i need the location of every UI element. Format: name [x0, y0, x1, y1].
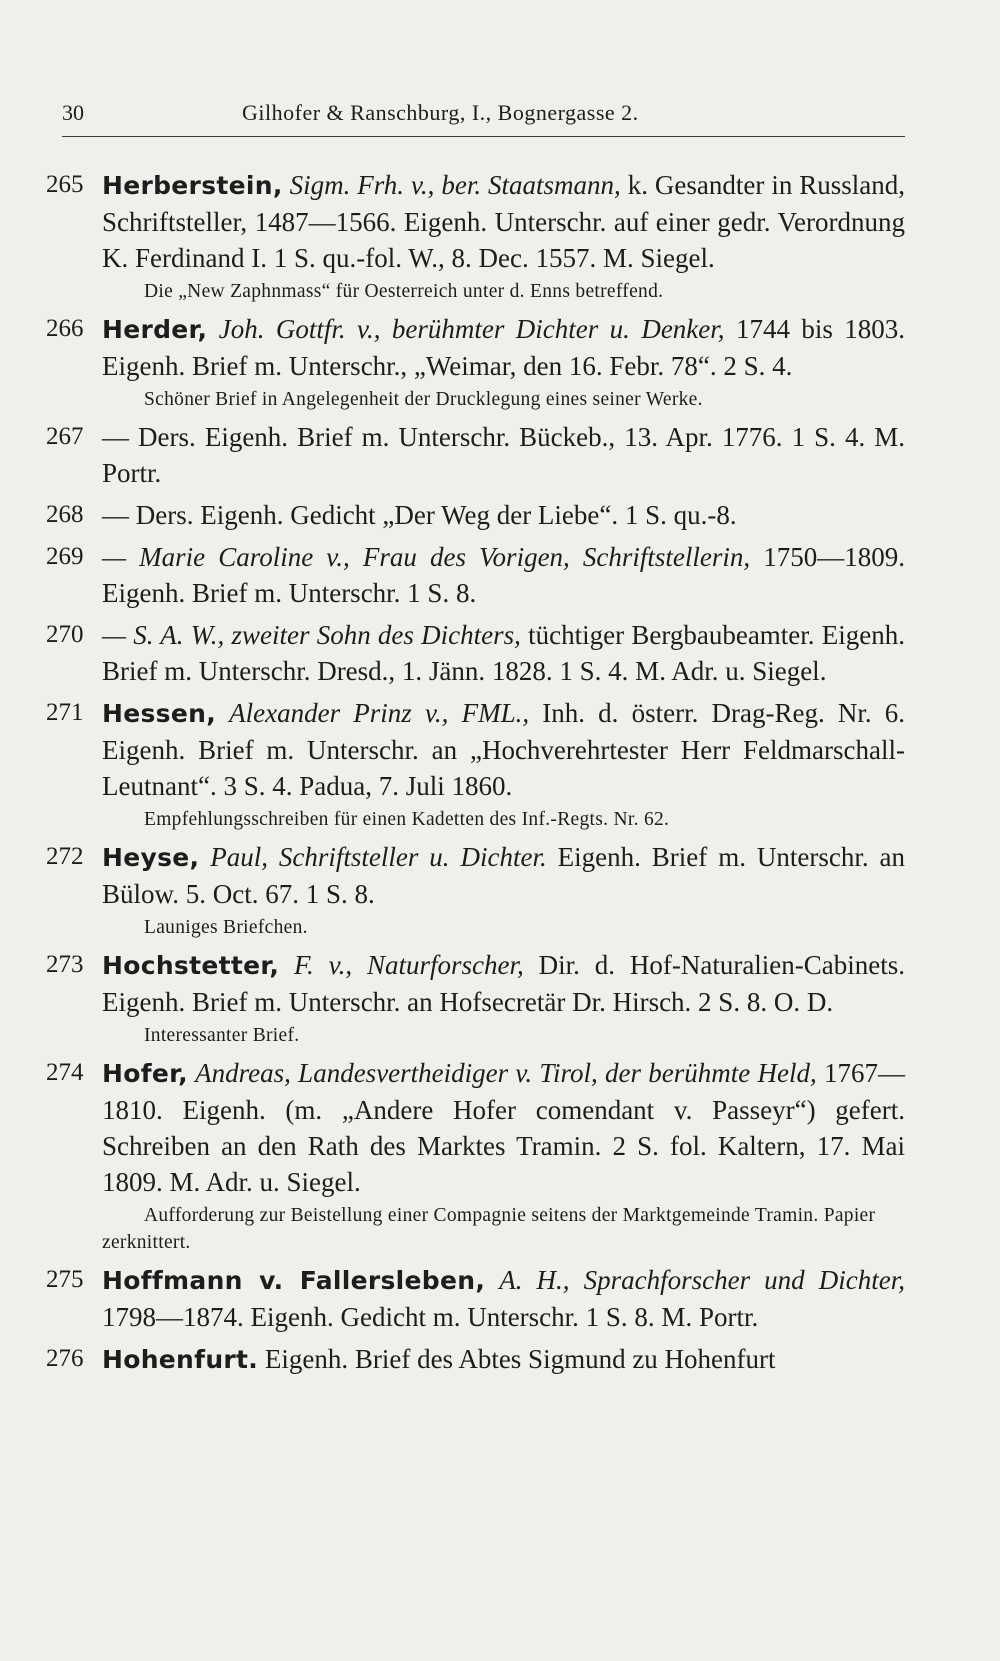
entry-list: [40, 167, 905, 1378]
entry-name: Hessen,: [102, 699, 216, 728]
catalog-entry: [40, 1055, 905, 1256]
catalog-entry: [40, 1262, 905, 1335]
entry-note: Die „New Zaphnmass“ für Oesterreich unter d. Enns betreffend.: [144, 281, 664, 302]
entry-text: 1798—1874. Eigenh. Gedicht m. Unterschr. 1 S. 8. M. Portr.: [102, 1302, 759, 1332]
entry-name: Hohenfurt.: [102, 1345, 259, 1374]
entry-note: Interessanter Brief.: [144, 1025, 300, 1046]
entry-text: Inh. d. österr. Drag-Reg. Nr. 6. Eigenh. Brief m. Unterschr. an „Hochverehrtester Herr Feldmarschall-Leutnant“. 3 S. 4. Padua, 7. Juli 1860.: [102, 698, 906, 801]
entry-description: Sigm. Frh. v., ber. Staatsmann,: [289, 170, 621, 200]
entry-description: — S. A. W., zweiter Sohn des Dichters,: [102, 620, 521, 650]
entry-number: 270: [46, 621, 84, 648]
entry-name: Heyse,: [102, 843, 200, 872]
entry-text: Dir. d. Hof-Naturalien-Cabinets. Eigenh. Brief m. Unterschr. an Hofsecretär Dr. Hirsch. 2 S. 8. O. D.: [102, 950, 906, 1017]
entry-number: 266: [46, 315, 84, 342]
entry-number: 271: [46, 699, 84, 726]
entry-name: Herberstein,: [102, 171, 283, 200]
entry-name: Hofer,: [102, 1059, 188, 1088]
entry-body: [102, 947, 905, 1020]
catalog-entry: [40, 419, 905, 491]
entry-number: 273: [46, 951, 84, 978]
entry-body: [102, 419, 905, 491]
entry-body: [102, 167, 905, 276]
entry-note: Aufforderung zur Beistellung einer Compagnie seitens der Marktgemeinde Tramin. Papier zerknittert.: [102, 1205, 876, 1253]
page-header: [62, 100, 905, 137]
entry-number: 265: [46, 171, 84, 198]
entry-number: 268: [46, 501, 84, 528]
catalog-entry: [40, 539, 905, 611]
entry-description: F. v., Naturforscher,: [294, 950, 524, 980]
entry-text: — Ders. Eigenh. Gedicht „Der Weg der Liebe“. 1 S. qu.-8.: [102, 500, 737, 530]
entry-description: Joh. Gottfr. v., berühmter Dichter u. Denker,: [218, 314, 725, 344]
entry-note: Schöner Brief in Angelegenheit der Drucklegung eines seiner Werke.: [144, 389, 703, 410]
entry-body: [102, 1055, 905, 1200]
entry-body: [102, 497, 905, 533]
entry-note: Empfehlungsschreiben für einen Kadetten des Inf.-Regts. Nr. 62.: [144, 809, 670, 830]
entry-text: Eigenh. Brief des Abtes Sigmund zu Hohenfurt: [264, 1344, 776, 1374]
entry-note: Launiges Briefchen.: [144, 917, 308, 938]
entry-number: 267: [46, 423, 84, 450]
entry-text: tüchtiger Bergbaubeamter. Eigenh. Brief m. Unterschr. Dresd., 1. Jänn. 1828. 1 S. 4. M. Adr. u. Siegel.: [102, 620, 906, 686]
entry-body: [102, 1262, 905, 1335]
catalog-entry: [40, 167, 905, 305]
entry-text: 1744 bis 1803. Eigenh. Brief m. Unterschr., „Weimar, den 16. Febr. 78“. 2 S. 4.: [102, 314, 906, 381]
entry-text: k. Gesandter in Russland, Schriftsteller, 1487—1566. Eigenh. Unterschr. auf einer gedr. Verordnung K. Ferdinand I. 1 S. qu.-fol. W., 8. Dec. 1557. M. Siegel.: [102, 170, 906, 273]
entry-description: Andreas, Landesvertheidiger v. Tirol, der berühmte Held,: [195, 1058, 817, 1088]
catalog-entry: [40, 839, 905, 941]
entry-name: Herder,: [102, 315, 208, 344]
entry-name: Hochstetter,: [102, 951, 280, 980]
entry-name: Hoffmann v. Fallersleben,: [102, 1266, 486, 1295]
catalog-entry: [40, 311, 905, 413]
entry-description: — Marie Caroline v., Frau des Vorigen, Schriftstellerin,: [102, 542, 751, 572]
catalog-entry: [40, 497, 905, 533]
page-number: 30: [62, 100, 84, 125]
entry-body: [102, 1341, 905, 1378]
entry-description: Alexander Prinz v., FML.,: [229, 698, 530, 728]
catalog-entry: [40, 1341, 905, 1378]
entry-text: 1767—1810. Eigenh. (m. „Andere Hofer comendant v. Passeyr“) gefert. Schreiben an den Rath des Marktes Tramin. 2 S. fol. Kaltern, 17. Mai 1809. M. Adr. u. Siegel.: [102, 1058, 906, 1197]
entry-body: [102, 839, 905, 912]
entry-number: 269: [46, 543, 84, 570]
entry-body: [102, 695, 905, 804]
running-title: Gilhofer & Ranschburg, I., Bognergasse 2.: [242, 100, 639, 125]
entry-description: A. H., Sprachforscher und Dichter,: [499, 1265, 905, 1295]
entry-number: 276: [46, 1345, 84, 1372]
catalog-entry: [40, 617, 905, 689]
entry-description: Paul, Schriftsteller u. Dichter.: [210, 842, 547, 872]
entry-body: [102, 617, 905, 689]
entry-body: [102, 311, 905, 384]
catalog-entry: [40, 695, 905, 833]
catalog-entry: [40, 947, 905, 1049]
entry-text: 1750—1809. Eigenh. Brief m. Unterschr. 1 S. 8.: [102, 542, 905, 608]
entry-body: [102, 539, 905, 611]
entry-number: 274: [46, 1059, 84, 1086]
entry-number: 275: [46, 1266, 84, 1293]
entry-text: — Ders. Eigenh. Brief m. Unterschr. Bückeb., 13. Apr. 1776. 1 S. 4. M. Portr.: [102, 422, 905, 488]
entry-number: 272: [46, 843, 84, 870]
entry-text: Eigenh. Brief m. Unterschr. an Bülow. 5. Oct. 67. 1 S. 8.: [102, 842, 905, 909]
